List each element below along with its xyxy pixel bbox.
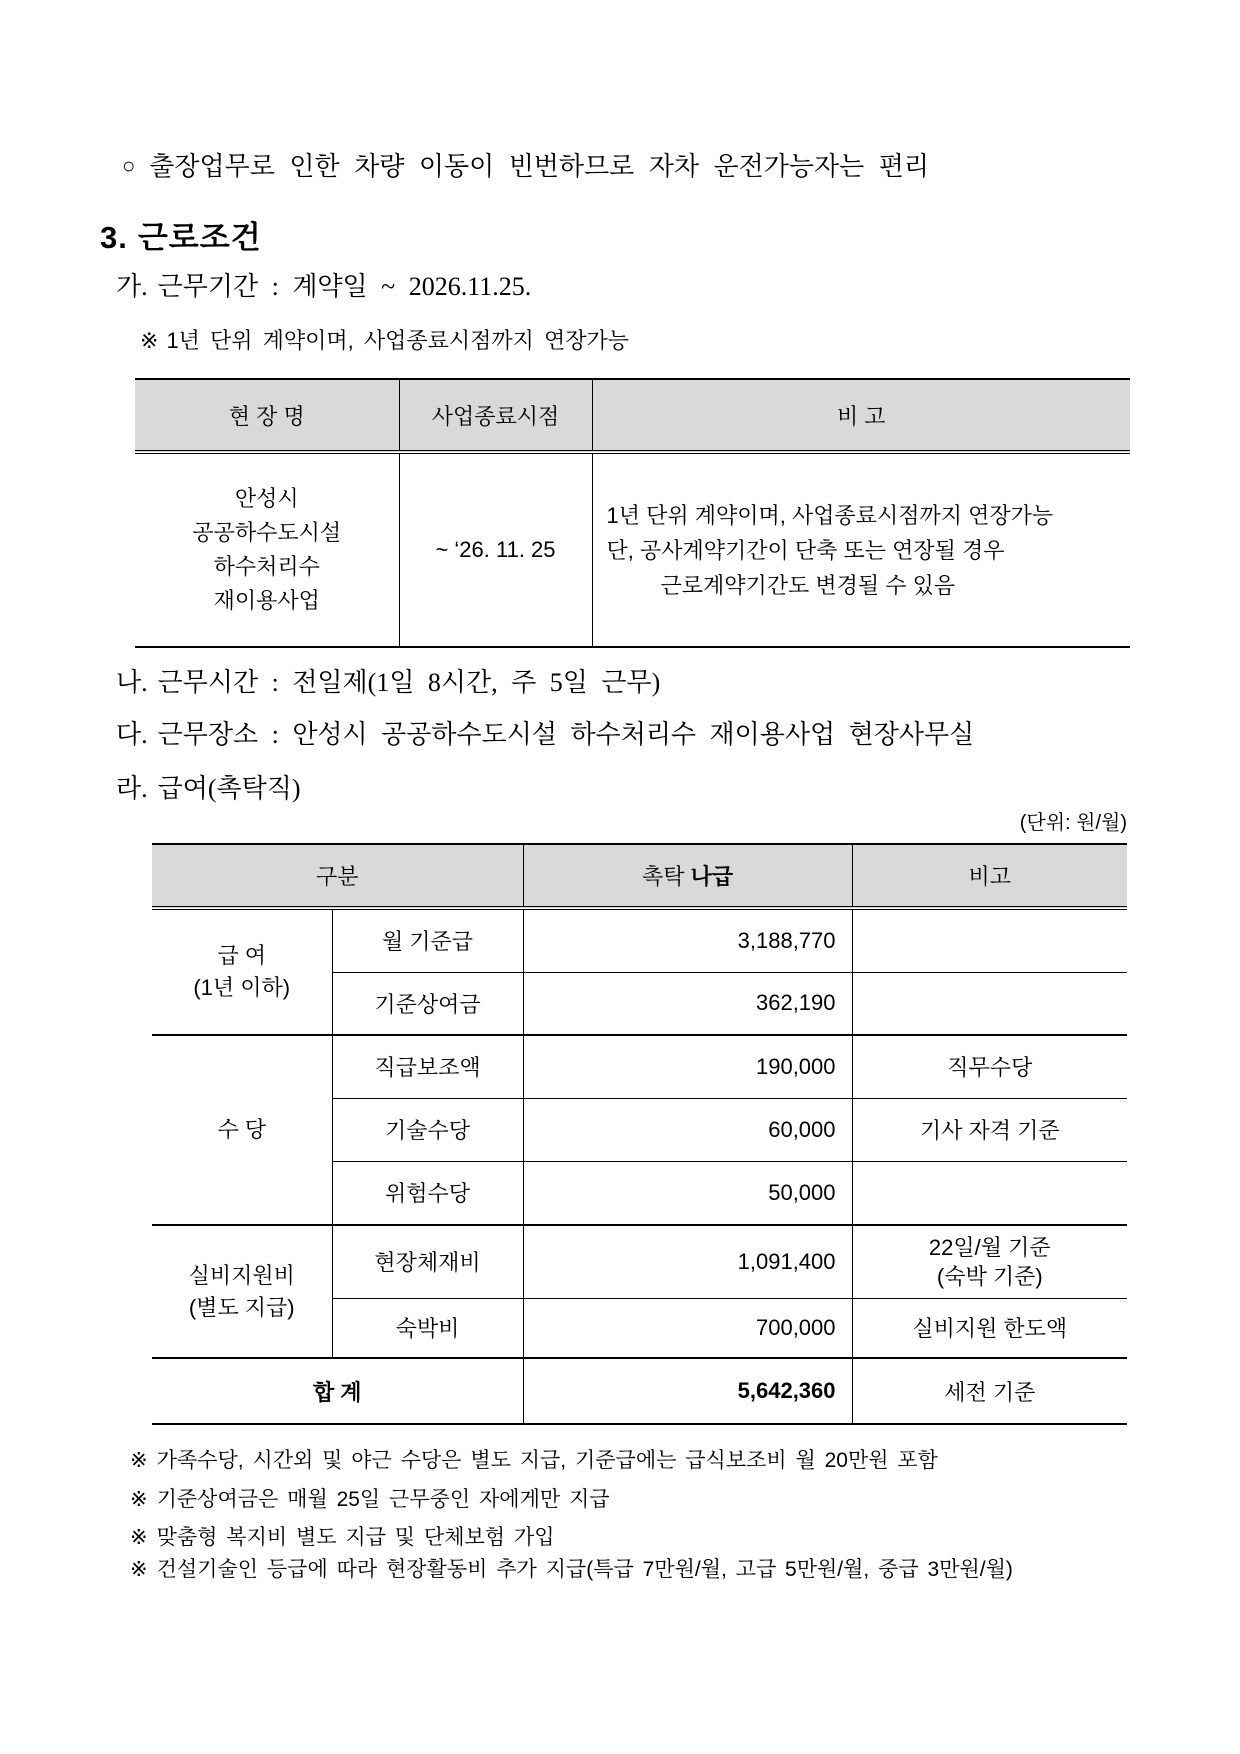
item-cell: 직급보조액 [332,1035,523,1098]
group-label-line: 수 당 [217,1117,267,1142]
reference-mark-icon: ※ [130,1488,148,1511]
amount-cell: 700,000 [523,1298,852,1358]
remarks-line: (숙박 기준) [936,1263,1043,1289]
section-heading [100,212,262,257]
footnote-text: 맞춤형 복지비 별도 지급 및 단체보험 가입 [156,1526,555,1549]
remarks-line: 단, 공사계약기간이 단축 또는 연장될 경우 [606,537,1005,563]
site-name-cell [135,452,399,647]
reference-mark-icon: ※ [130,1558,148,1581]
remarks-header: 비고 [852,844,1127,908]
note-text: 1년 단위 계약이며, 사업종료시점까지 연장가능 [166,328,630,353]
remarks-line: 22일/월 기준 [928,1234,1051,1260]
item-label: 가. [116,272,148,301]
site-name-line: 공공하수도시설 [192,520,342,545]
item-work-period [116,266,531,303]
salary-table-container [152,843,1127,1425]
end-date-header: 사업종료시점 [399,379,592,452]
end-date-cell: ~ ‘26. 11. 25 [399,452,592,647]
amount-cell: 1,091,400 [523,1225,852,1298]
item-text: 근무시간 : 전일제(1일 8시간, 주 5일 근무) [157,668,661,697]
item-salary [116,768,301,805]
site-table-row [135,452,1130,647]
item-text: 근무기간 : 계약일 ~ 2026.11.25. [157,272,532,301]
site-table [135,378,1130,648]
site-name-line: 재이용사업 [213,588,320,613]
remarks-cell: 직무수당 [852,1035,1127,1098]
category-header: 구분 [152,844,523,908]
intro-bullet-text: 출장업무로 인한 차량 이동이 빈번하므로 자차 운전가능자는 편리 [149,152,929,181]
intro-bullet-line [122,146,929,183]
item-cell: 숙박비 [332,1298,523,1358]
item-cell: 기술수당 [332,1098,523,1161]
group-label-line: 급 여 [217,943,267,968]
work-period-note [140,324,629,355]
remarks-cell [852,1225,1127,1298]
item-label: 다. [116,720,148,749]
amount-cell: 362,190 [523,972,852,1035]
salary-row [152,908,1127,972]
footnote-text: 가족수당, 시간외 및 야근 수당은 별도 지급, 기준급에는 급식보조비 월 20만원 포함 [156,1449,938,1472]
item-cell: 현장체재비 [332,1225,523,1298]
item-cell: 월 기준급 [332,908,523,972]
item-text: 근무장소 : 안성시 공공하수도시설 하수처리수 재이용사업 현장사무실 [157,720,975,749]
salary-row [152,1035,1127,1098]
site-name-header: 현 장 명 [135,379,399,452]
group-label-line: (1년 이하) [193,975,291,1000]
amount-cell: 50,000 [523,1161,852,1225]
group-label-line: 실비지원비 [188,1262,295,1288]
item-cell: 위험수당 [332,1161,523,1225]
remarks-line: 1년 단위 계약이며, 사업종료시점까지 연장가능 [606,502,1054,528]
salary-row [152,1225,1127,1298]
amount-cell: 190,000 [523,1035,852,1098]
circle-bullet-icon: ○ [122,153,136,178]
site-name-line: 안성시 [234,486,299,511]
site-name-line: 하수처리수 [213,554,320,579]
footnote [130,1553,1013,1583]
item-label: 나. [116,668,148,697]
remarks-line: 근로계약기간도 변경될 수 있음 [660,572,956,598]
remarks-cell [592,452,1130,647]
group-cell-allowance [152,1035,332,1225]
item-label: 라. [116,774,148,803]
salary-table [152,843,1127,1425]
salary-total-row [152,1358,1127,1424]
group-cell-salary [152,908,332,1035]
footnote [130,1521,554,1551]
group-label-line: (별도 지급) [188,1294,295,1320]
footnote [130,1483,610,1513]
remarks-cell [852,1161,1127,1225]
reference-mark-icon: ※ [130,1526,148,1549]
remarks-cell: 실비지원 한도액 [852,1298,1127,1358]
salary-table-header-row [152,844,1127,908]
section-title: 근로조건 [137,220,262,255]
remarks-header: 비 고 [592,379,1130,452]
item-work-place [116,714,974,751]
site-table-header-row [135,379,1130,452]
total-label-cell: 합 계 [312,1379,362,1405]
amount-cell: 3,188,770 [523,908,852,972]
salary-grade-label: 나급 [690,864,734,889]
site-table-container [135,378,1130,648]
salary-grade-prefix: 촉탁 [641,864,685,889]
item-work-hours [116,662,660,699]
item-cell: 기준상여금 [332,972,523,1035]
footnote-text: 건설기술인 등급에 따라 현장활동비 추가 지급(특급 7만원/월, 고급 5만원/월, 중급 3만원/월) [156,1558,1013,1581]
total-remarks-cell: 세전 기준 [852,1358,1127,1424]
item-text: 급여(촉탁직) [157,774,301,803]
section-number: 3. [100,220,128,255]
remarks-cell: 기사 자격 기준 [852,1098,1127,1161]
reference-mark-icon: ※ [140,328,159,353]
total-amount-cell: 5,642,360 [523,1358,852,1424]
reference-mark-icon: ※ [130,1449,148,1472]
salary-unit-label: (단위: 원/월) [1019,812,1127,834]
salary-grade-header [523,844,852,908]
footnote-text: 기준상여금은 매월 25일 근무중인 자에게만 지급 [156,1488,610,1511]
group-cell-expenses [152,1225,332,1358]
remarks-cell [852,908,1127,972]
remarks-cell [852,972,1127,1035]
amount-cell: 60,000 [523,1098,852,1161]
footnote [130,1444,938,1474]
